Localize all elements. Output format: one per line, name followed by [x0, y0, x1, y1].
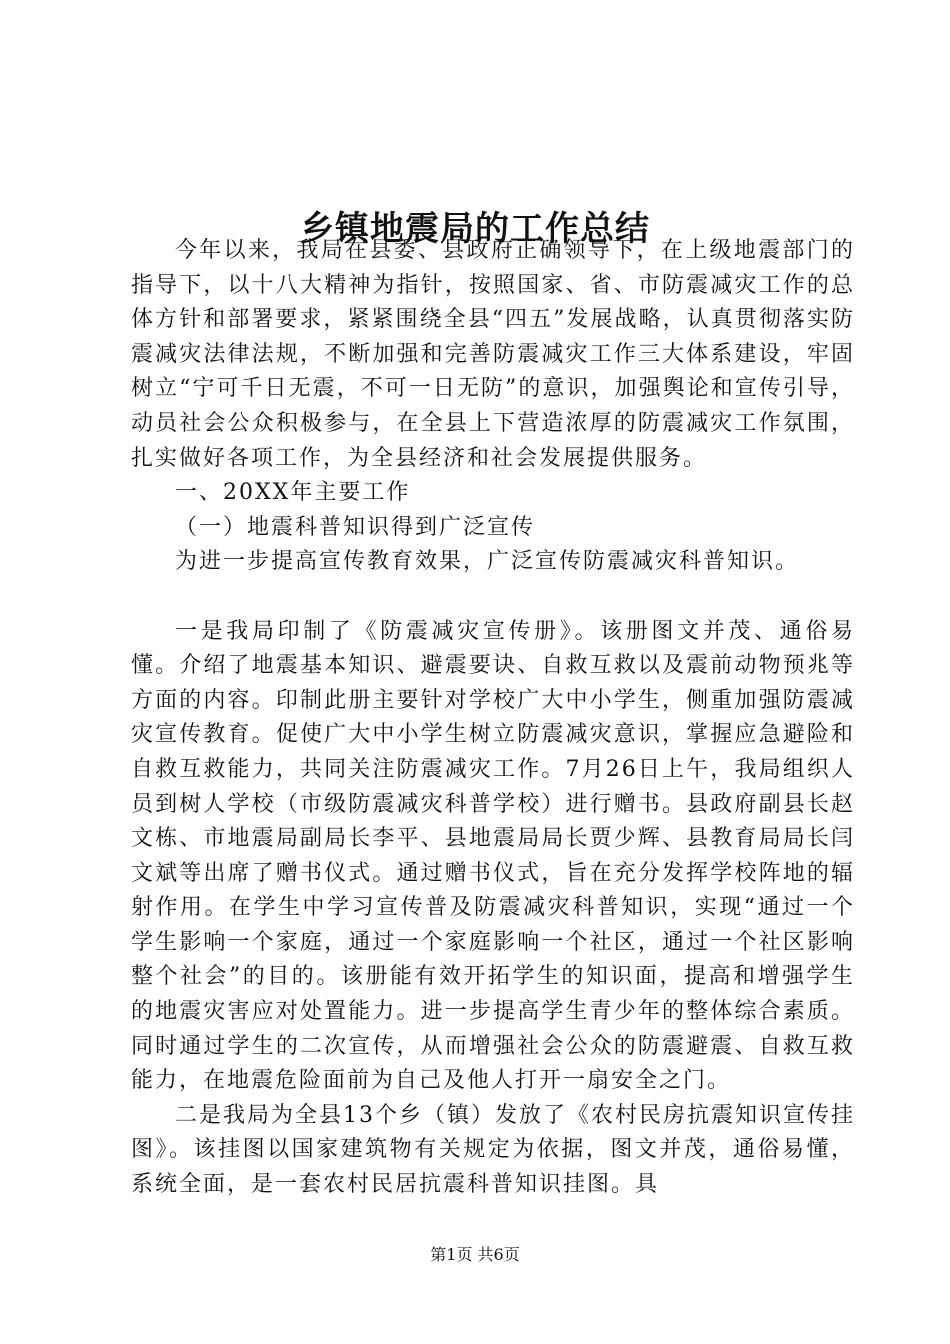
paragraph-item-2: 二是我局为全县13个乡（镇）发放了《农村民房抗震知识宣传挂图》。该挂图以国家建筑物有关规定为依据，图文并茂，通俗易懂，系统全面，是一套农村民居抗震科普知识挂图。具: [131, 1102, 855, 1198]
paragraph-intro: 今年以来，我局在县委、县政府正确领导下，在上级地震部门的指导下，以十八大精神为指针，按照国家、省、市防震减灾工作的总体方针和部署要求，紧紧围绕全县“四五”发展战略，认真贯彻落实防震减灾法律法规，不断加强和完善防震减灾工作三大体系建设，牢固树立“宁可千日无震，不可一日无防”的意识，加强舆论和宣传引导，动员社会公众积极参与，在全县上下营造浓厚的防震减灾工作氛围，扎实做好各项工作，为全县经济和社会发展提供服务。: [131, 238, 855, 471]
document-body: [131, 234, 855, 1203]
paragraph-item-1: 一是我局印制了《防震减灾宣传册》。该册图文并茂、通俗易懂。介绍了地震基本知识、避震要诀、自救互救以及震前动物预兆等方面的内容。印制此册主要针对学校广大中小学生，侧重加强防震减灾宣传教育。促使广大中小学生树立防震减灾意识，掌握应急避险和自救互救能力，共同关注防震减灾工作。7月26日上午，我局组织人员到树人学校（市级防震减灾科普学校）进行赠书。县政府副县长赵文栋、市地震局副局长李平、县地震局局长贾少辉、县教育局局长闫文斌等出席了赠书仪式。通过赠书仪式，旨在充分发挥学校阵地的辐射作用。在学生中学习宣传普及防震减灾科普知识，实现“通过一个学生影响一个家庭，通过一个家庭影响一个社区，通过一个社区影响整个社会”的目的。该册能有效开拓学生的知识面，提高和增强学生的地震灾害应对处置能力。进一步提高学生青少年的整体综合素质。同时通过学生的二次宣传，从而增强社会公众的防震避震、自救互救能力，在地震危险面前为自己及他人打开一扇安全之门。: [131, 618, 855, 1094]
subsection-heading: （一）地震科普知识得到广泛宣传: [175, 514, 536, 540]
page-number-footer: 第1页 共6页: [430, 1245, 520, 1264]
paragraph-lead: 为进一步提高宣传教育效果，广泛宣传防震减灾科普知识。: [175, 549, 800, 575]
document-title: 乡镇地震局的工作总结: [300, 208, 650, 249]
section-heading: 一、20XX年主要工作: [175, 480, 411, 506]
